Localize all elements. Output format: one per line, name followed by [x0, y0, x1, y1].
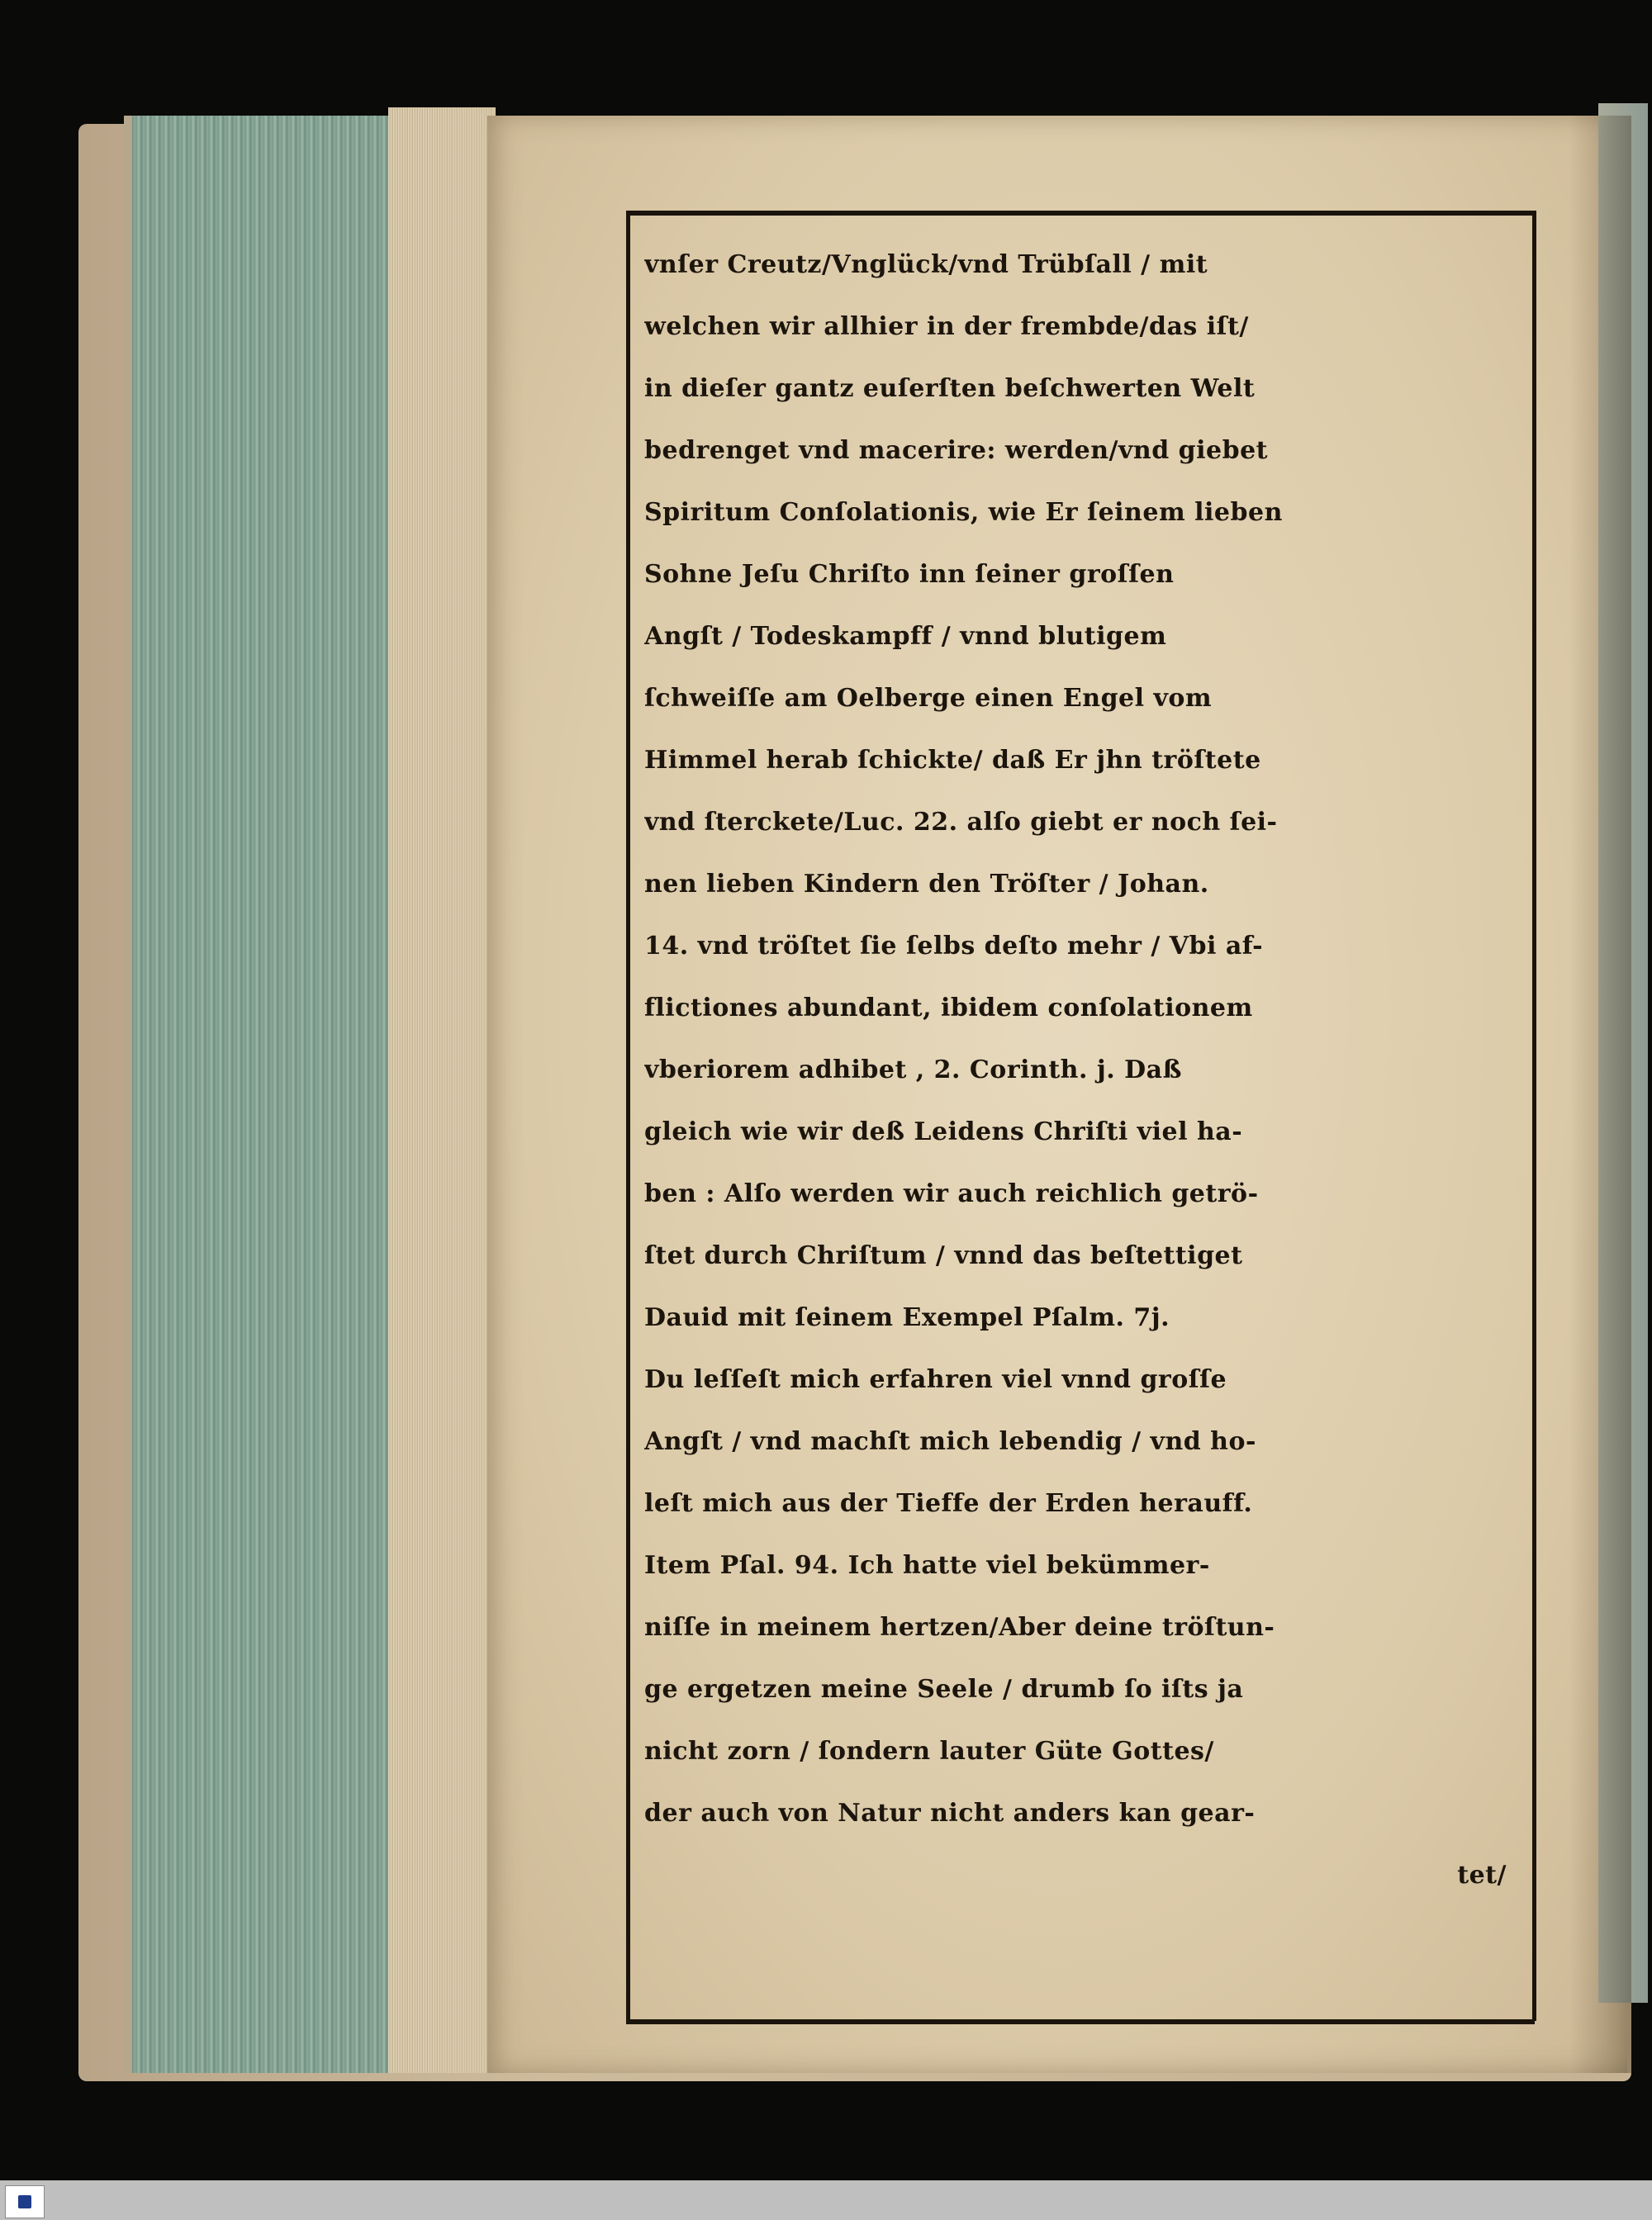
text-line: Item Pſal. 94. Ich hatte viel bekümmer- [644, 1551, 1210, 1580]
text-line: in dieſer gantz euſerſten beſchwerten Welt [644, 374, 1256, 403]
text-line: ge ergetzen meine Seele / drumb ſo iſts ja [644, 1675, 1244, 1704]
gutter-shadow [1569, 116, 1631, 2073]
library-logo-icon [5, 2185, 45, 2218]
left-rule [626, 211, 630, 2021]
text-line: vnd ſterckete/Luc. 22. alſo giebt er noch ſei- [644, 808, 1278, 837]
text-line: vberiorem adhibet , 2. Corinth. j. Daß [644, 1055, 1182, 1084]
bottom-rule [626, 2019, 1535, 2024]
right-rule [1532, 211, 1536, 2021]
text-line: Himmel herab ſchickte/ daß Er jhn tröſtete [644, 746, 1261, 775]
text-line: 14. vnd tröſtet ſie ſelbs deſto mehr / Vbi af- [644, 932, 1264, 961]
text-line: ſtet durch Chriſtum / vnnd das beſtettiget [644, 1241, 1243, 1270]
text-line: nicht zorn / ſondern lauter Güte Gottes/ [644, 1737, 1214, 1766]
text-line: der auch von Natur nicht anders kan gear- [644, 1799, 1256, 1828]
text-line: ſchweiſſe am Oelberge einen Engel vom [644, 684, 1213, 713]
text-line: Sohne Jeſu Chriſto inn ſeiner groſſen [644, 560, 1175, 589]
text-line: leſt mich aus der Tieffe der Erden herauff. [644, 1489, 1253, 1518]
text-line: vnſer Creutz/Vnglück/vnd Trübſall / mit [644, 250, 1208, 279]
text-line: Spiritum Conſolationis, wie Er ſeinem lieben [644, 498, 1283, 527]
text-line: Dauid mit ſeinem Exempel Pſalm. 7j. [644, 1303, 1170, 1332]
text-line: welchen wir allhier in der frembde/das iſt/ [644, 312, 1249, 341]
catchword: tet/ [1457, 1861, 1507, 1890]
text-line: Angſt / Todeskampff / vnnd blutigem [644, 622, 1167, 651]
text-line: niſſe in meinem hertzen/Aber deine tröſtun- [644, 1613, 1275, 1642]
text-line: gleich wie wir deß Leidens Chriſti viel ha- [644, 1117, 1243, 1146]
page-stack [388, 107, 496, 2073]
text-line: ben : Alſo werden wir auch reichlich getrö- [644, 1179, 1259, 1208]
text-frame [626, 211, 1535, 2019]
page-text [644, 234, 1520, 1906]
text-line: bedrenget vnd macerire: werden/vnd giebet [644, 436, 1269, 465]
top-rule [626, 211, 1535, 216]
text-line: flictiones abundant, ibidem conſolationem [644, 994, 1253, 1022]
text-line: Du leſſeſt mich erfahren viel vnnd groſſe [644, 1365, 1227, 1394]
text-line: nen lieben Kindern den Tröſter / Johan. [644, 870, 1209, 899]
text-line: Angſt / vnd machſt mich lebendig / vnd ho- [644, 1427, 1256, 1456]
viewer-footer-bar [0, 2180, 1652, 2220]
